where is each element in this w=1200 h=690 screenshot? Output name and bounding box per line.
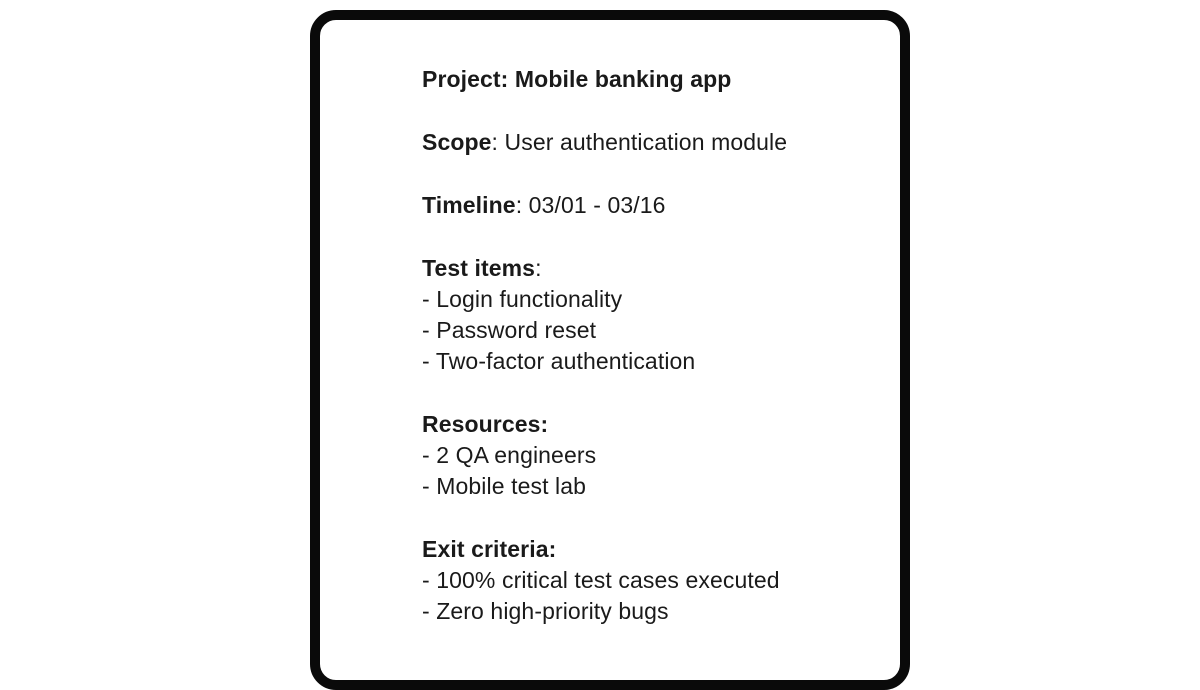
list-item: - Password reset: [422, 317, 597, 343]
test-plan-document: [422, 64, 882, 659]
scope-value: : User authentication module: [491, 129, 788, 155]
list-item: - 2 QA engineers: [422, 442, 597, 468]
project-line: Project: Mobile banking app: [422, 66, 732, 92]
exit-criteria-section: [422, 534, 882, 627]
test-items-section: [422, 253, 882, 377]
timeline-label: Timeline: [422, 192, 516, 218]
list-item: - 100% critical test cases executed: [422, 567, 780, 593]
list-item: - Login functionality: [422, 286, 623, 312]
project-section: [422, 64, 882, 95]
timeline-line: [422, 190, 882, 221]
list-item: - Zero high-priority bugs: [422, 598, 669, 624]
test-items-label: Test items: [422, 255, 536, 281]
test-items-colon: :: [535, 255, 542, 281]
exit-criteria-heading: Exit criteria:: [422, 536, 557, 562]
document-frame: [310, 10, 910, 690]
resources-heading: Resources:: [422, 411, 549, 437]
scope-label: Scope: [422, 129, 492, 155]
list-item: - Two-factor authentication: [422, 348, 696, 374]
timeline-value: : 03/01 - 03/16: [515, 192, 666, 218]
resources-section: [422, 409, 882, 502]
test-items-heading: [422, 253, 882, 284]
scope-line: [422, 127, 882, 158]
list-item: - Mobile test lab: [422, 473, 587, 499]
scope-section: [422, 127, 882, 158]
timeline-section: [422, 190, 882, 221]
